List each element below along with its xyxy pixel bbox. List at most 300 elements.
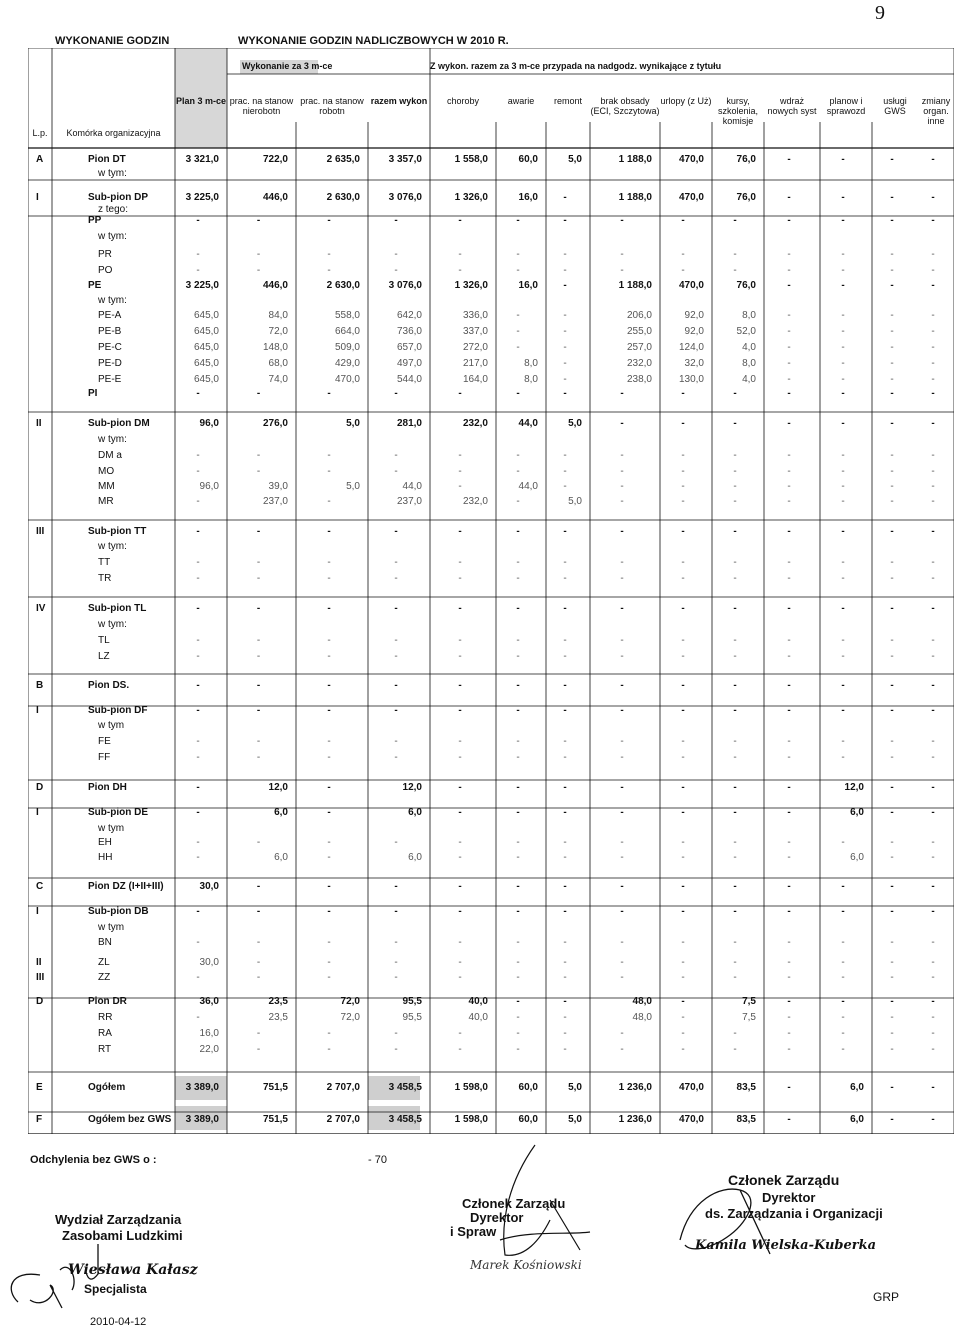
row-value: 232,0 [462,418,488,429]
row-name: z tego: [98,204,129,215]
row-value: - [458,705,462,716]
row-value: - [394,736,398,747]
row-value: - [196,651,200,662]
row-value: 5,0 [568,154,582,165]
row-value: - [563,852,567,863]
row-value: - [787,996,791,1007]
stamp-left-role: Specjalista [84,1282,147,1296]
stamp-left-line1: Wydział Zarządzania [55,1212,182,1227]
row-value: - [681,573,685,584]
row-value: - [931,466,935,477]
row-value: - [256,1044,261,1055]
row-value: - [327,496,331,507]
table-row [28,539,954,554]
row-value: 751,5 [262,1082,288,1093]
row-value: 7,5 [742,1012,756,1023]
row-value: - [196,496,200,507]
row-value: - [733,736,737,747]
row-value: - [256,466,261,477]
table-row [28,904,954,919]
row-value: - [787,496,791,507]
row-value: - [890,782,894,793]
row-value: - [256,573,261,584]
table-row [28,278,954,293]
row-name: HH [98,852,113,863]
row-value: - [516,972,520,983]
row-value: 1 558,0 [454,154,488,165]
row-value: - [890,466,894,477]
row-value: - [620,1044,624,1055]
row-value: 5,0 [568,496,582,507]
table-row [28,935,954,950]
row-value: - [841,957,845,968]
row-value: - [516,466,520,477]
signature-right-icon [670,1180,790,1260]
row-name: w tym: [98,619,127,630]
row-name: Pion DH [88,782,127,793]
row-name: BN [98,937,112,948]
row-value: 5,0 [346,481,360,492]
row-value: - [787,705,791,716]
stamp-left-line2: Zasobami Ludzkimi [62,1228,183,1243]
row-name: PI [88,388,98,399]
row-value: - [563,881,567,892]
row-value: 130,0 [678,374,704,385]
row-value: - [841,526,845,537]
row-value: 76,0 [736,154,756,165]
row-value: - [563,603,567,614]
table-row [28,678,954,693]
row-value: - [196,526,200,537]
row-value: - [890,1044,894,1055]
row-value: - [841,906,845,917]
row-value: - [458,450,462,461]
row-value: - [620,388,624,399]
row-value: - [256,705,261,716]
row-value: 736,0 [396,326,422,337]
subheader-right: Z wykon. razem za 3 m-ce przypada na nadgodz. wynikające z tytułu [430,61,722,71]
row-value: - [890,972,894,983]
row-value: - [931,249,935,260]
row-value: - [196,603,200,614]
row-value: 44,0 [402,481,422,492]
row-value: - [458,736,462,747]
row-value: - [890,573,894,584]
row-value: - [563,807,567,818]
row-value: - [931,450,935,461]
table-row [28,356,954,371]
row-value: - [620,957,624,968]
table-row [28,1010,954,1025]
row-value: 60,0 [518,154,538,165]
row-value: - [394,837,398,848]
row-value: - [458,937,462,948]
row-value: 23,5 [268,996,288,1007]
row-value: - [681,215,685,226]
table-row [28,780,954,795]
row-value: - [681,1044,685,1055]
row-value: - [563,635,567,646]
row-value: - [931,906,935,917]
row-value: 4,0 [742,342,756,353]
row-value: 3 389,0 [185,1082,219,1093]
row-value: - [563,937,567,948]
column-header: remont [553,96,582,106]
row-value: - [563,450,567,461]
table-row [28,1112,954,1127]
row-value: - [787,752,791,763]
row-name: MO [98,466,115,477]
row-value: - [681,496,685,507]
row-value: - [196,215,200,226]
table-row [28,263,954,278]
row-value: 36,0 [199,996,219,1007]
column-header: wdraż nowych syst [767,96,817,116]
row-value: - [931,1012,935,1023]
row-value: - [890,374,894,385]
row-value: - [516,635,520,646]
row-value: - [196,852,200,863]
row-value: - [256,215,261,226]
row-value: 92,0 [684,326,704,337]
row-value: - [256,1028,261,1039]
row-value: - [890,852,894,863]
row-lp: F [36,1114,43,1125]
table-row [28,617,954,632]
row-value: - [256,906,261,917]
row-value: 44,0 [518,481,538,492]
row-value: - [787,937,791,948]
row-value: - [681,937,685,948]
column-header: awarie [507,96,535,106]
column-header: prac. na stanow nierobotn [229,96,294,116]
row-value: - [733,466,737,477]
row-name: PE-A [98,310,122,321]
row-value: - [931,557,935,568]
row-value: - [563,326,567,337]
row-value: - [841,310,845,321]
row-value: - [516,342,520,353]
row-value: 5,0 [568,1114,582,1125]
row-value: - [458,265,462,276]
row-lp: E [36,1082,43,1093]
row-value: 95,5 [402,996,422,1007]
row-value: - [931,837,935,848]
row-value: - [681,752,685,763]
row-value: - [787,807,791,818]
row-value: - [841,358,845,369]
row-value: - [620,881,624,892]
row-name: w tym: [98,434,127,445]
row-value: - [890,881,894,892]
table-row [28,152,954,167]
table-row [28,432,954,447]
row-value: 148,0 [262,342,288,353]
row-value: - [890,651,894,662]
row-value: - [733,418,737,429]
row-value: - [458,466,462,477]
row-value: - [931,651,935,662]
row-value: - [196,752,200,763]
row-value: 6,0 [274,852,288,863]
row-value: - [563,215,567,226]
row-value: - [394,265,398,276]
table-row [28,994,954,1009]
row-value: - [458,388,462,399]
row-value: - [196,1012,200,1023]
row-value: 470,0 [678,280,704,291]
row-value: 16,0 [518,192,538,203]
row-name: Pion DR [88,996,127,1007]
row-lp: A [36,154,44,165]
row-value: 12,0 [268,782,288,793]
row-value: - [458,215,462,226]
row-name: w tym: [98,541,127,552]
row-value: - [733,852,737,863]
row-value: - [620,450,624,461]
row-value: - [931,280,935,291]
row-value: - [681,388,685,399]
row-value: - [931,1114,935,1125]
row-value: - [563,1028,567,1039]
row-value: - [681,265,685,276]
row-value: - [681,635,685,646]
row-value: 5,0 [568,1082,582,1093]
row-value: - [841,450,845,461]
row-value: - [841,635,845,646]
row-value: 95,5 [402,1012,422,1023]
column-header: kursy, szkolenia, komisje [717,96,759,126]
row-value: 1 598,0 [454,1082,488,1093]
table-row [28,835,954,850]
row-value: - [516,1044,520,1055]
row-value: - [681,557,685,568]
row-value: - [890,752,894,763]
column-header: prac. na stanow robotn [300,96,364,116]
row-value: - [196,736,200,747]
row-value: - [394,557,398,568]
row-value: 232,0 [462,496,488,507]
row-value: - [256,957,261,968]
table-row [28,416,954,431]
row-value: 645,0 [193,310,219,321]
row-value: - [841,481,845,492]
row-value: - [563,1044,567,1055]
row-value: - [681,1012,685,1023]
row-value: - [196,388,200,399]
row-value: - [733,450,737,461]
row-value: - [931,1028,935,1039]
row-value: - [516,651,520,662]
row-value: 32,0 [684,358,704,369]
row-value: 76,0 [736,280,756,291]
row-value: - [394,937,398,948]
row-value: - [890,1028,894,1039]
row-value: 470,0 [334,374,360,385]
table-row [28,555,954,570]
row-value: - [196,557,200,568]
table-row [28,386,954,401]
row-value: - [787,837,791,848]
table-row [28,464,954,479]
row-value: - [620,418,624,429]
row-value: - [516,705,520,716]
row-name: w tym: [98,295,127,306]
row-value: - [787,1082,791,1093]
row-value: - [787,603,791,614]
row-value: 6,0 [408,852,422,863]
row-value: - [787,526,791,537]
row-name: PE-E [98,374,122,385]
row-value: - [327,736,331,747]
row-value: - [681,881,685,892]
row-value: - [256,736,261,747]
row-value: - [458,837,462,848]
stamp-right-name: Kamila Wielska-Kuberka [695,1238,877,1253]
row-value: - [787,1012,791,1023]
row-value: - [681,526,685,537]
row-value: - [841,557,845,568]
row-value: - [931,496,935,507]
row-value: - [890,603,894,614]
row-value: - [516,496,520,507]
row-value: 446,0 [262,280,288,291]
table-row [28,1042,954,1057]
row-value: - [890,310,894,321]
row-value: - [681,906,685,917]
row-value: - [256,752,261,763]
row-value: - [890,996,894,1007]
row-lp: I [36,906,39,917]
row-lp: D [36,782,44,793]
row-lp: I [36,705,39,716]
stamp-left-date: 2010-04-12 [90,1316,147,1328]
row-value: - [458,603,462,614]
row-lp: D [36,996,44,1007]
row-value: - [787,481,791,492]
row-value: - [620,736,624,747]
row-value: - [890,807,894,818]
row-name: PE-B [98,326,122,337]
row-value: - [620,807,624,818]
row-value: - [931,782,935,793]
row-name: Sub-pion DM [88,418,150,429]
row-name: PO [98,265,113,276]
row-value: - [563,651,567,662]
row-value: - [394,388,398,399]
table-row [28,340,954,355]
row-value: - [327,526,331,537]
row-value: - [787,782,791,793]
row-value: - [931,852,935,863]
row-value: - [931,705,935,716]
row-lp: B [36,680,44,691]
row-name: MM [98,481,115,492]
row-value: 3 076,0 [388,280,422,291]
row-value: 1 598,0 [454,1114,488,1125]
row-value: - [327,573,331,584]
row-value: - [256,972,261,983]
row-value: - [787,192,791,203]
title-left: WYKONANIE GODZIN [55,35,170,47]
row-value: 16,0 [199,1028,219,1039]
row-value: - [458,906,462,917]
table-row [28,229,954,244]
row-value: - [620,215,624,226]
row-value: - [563,736,567,747]
row-value: 39,0 [268,481,288,492]
row-value: - [394,249,398,260]
row-value: - [787,388,791,399]
row-value: - [787,972,791,983]
row-value: 8,0 [742,358,756,369]
table-row [28,372,954,387]
row-value: - [620,249,624,260]
row-value: - [931,635,935,646]
row-value: - [890,342,894,353]
row-value: - [563,557,567,568]
row-value: - [196,249,200,260]
row-value: - [563,265,567,276]
row-value: 337,0 [462,326,488,337]
row-name: DM a [98,450,122,461]
row-lp: II [36,957,42,968]
row-value: - [563,906,567,917]
row-value: - [327,1044,331,1055]
row-value: 645,0 [193,326,219,337]
row-value: - [787,154,791,165]
row-value: - [516,752,520,763]
row-value: 3 389,0 [185,1114,219,1125]
row-name: w tym [98,823,125,834]
row-value: - [516,215,520,226]
row-value: - [516,450,520,461]
row-value: - [394,972,398,983]
row-name: Pion DT [88,154,126,165]
column-header: urlopy (z Uż) [660,96,712,106]
row-value: - [733,807,737,818]
row-value: - [327,450,331,461]
table-row [28,247,954,262]
row-value: 74,0 [268,374,288,385]
row-value: - [563,705,567,716]
row-value: - [681,957,685,968]
row-value: - [787,249,791,260]
signature-mid-icon [440,1140,640,1270]
row-value: - [931,265,935,276]
row-value: - [327,388,331,399]
row-value: - [620,526,624,537]
row-value: - [327,215,331,226]
row-value: - [890,1082,894,1093]
row-value: - [733,573,737,584]
row-value: 23,5 [268,1012,288,1023]
row-value: - [931,807,935,818]
row-value: - [458,651,462,662]
row-value: - [458,481,462,492]
row-value: - [516,852,520,863]
row-value: - [394,906,398,917]
row-value: 470,0 [678,1114,704,1125]
row-name: ZL [98,957,110,968]
row-value: 8,0 [524,374,538,385]
row-value: - [196,705,200,716]
row-value: - [733,526,737,537]
row-value: - [516,937,520,948]
row-name: Pion DS. [88,680,130,691]
row-value: - [890,265,894,276]
row-value: - [733,782,737,793]
